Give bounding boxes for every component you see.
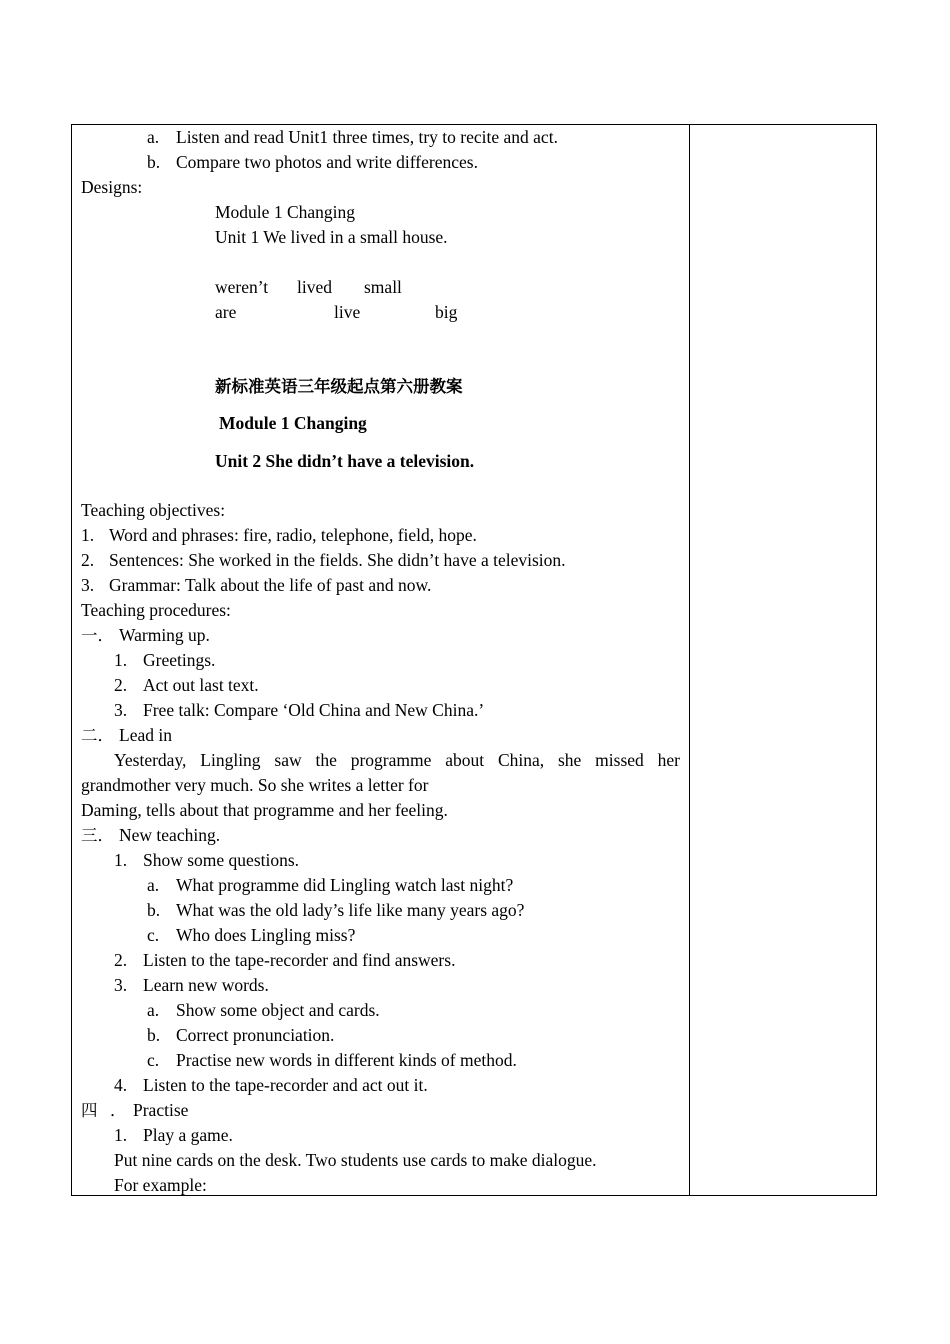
list-marker: b. (147, 152, 161, 172)
list-marker: 1. (114, 850, 128, 870)
designs-label: Designs: (81, 177, 143, 197)
section-title: New teaching. (119, 825, 221, 845)
warm-item: Greetings. (143, 650, 216, 670)
word-lived: lived (297, 277, 332, 297)
list-marker: a. (147, 127, 160, 147)
chinese-title: 新标准英语三年级起点第六册教案 (215, 377, 463, 396)
list-marker: 2. (114, 950, 128, 970)
step-item: Listen to the tape-recorder and find answers. (143, 950, 456, 970)
list-marker: c. (147, 1050, 160, 1070)
list-marker: b. (147, 900, 161, 920)
list-marker: 3. (81, 575, 95, 595)
lead-paragraph-line: Daming, tells about that programme and her feeling. (81, 800, 448, 820)
list-marker: a. (147, 875, 160, 895)
list-marker: 1. (114, 650, 128, 670)
word-small: small (364, 277, 402, 297)
word-activity-item: Correct pronunciation. (176, 1025, 335, 1045)
list-marker: 3. (114, 975, 128, 995)
practise-paragraph-line: For example: (114, 1175, 207, 1195)
homework-item: Compare two photos and write differences. (176, 152, 478, 172)
objective-item: Word and phrases: fire, radio, telephone, field, hope. (109, 525, 477, 545)
section-title: Practise (133, 1100, 189, 1120)
section-marker-dot: ． (110, 1101, 127, 1120)
list-marker: 4. (114, 1075, 128, 1095)
objective-item: Grammar: Talk about the life of past and now. (109, 575, 432, 595)
list-marker: c. (147, 925, 160, 945)
section-title: Warming up. (119, 625, 210, 645)
homework-item: Listen and read Unit1 three times, try to recite and act. (176, 127, 558, 147)
word-activity-item: Show some object and cards. (176, 1000, 380, 1020)
word-are: are (215, 302, 237, 322)
lead-paragraph-line: Yesterday, Lingling saw the programme about China, she missed her (114, 750, 680, 770)
step-item: Play a game. (143, 1125, 233, 1145)
step-item: Learn new words. (143, 975, 269, 995)
list-marker: b. (147, 1025, 161, 1045)
designs-unit: Unit 1 We lived in a small house. (215, 227, 448, 247)
list-marker: 2. (114, 675, 128, 695)
step-item: Listen to the tape-recorder and act out it. (143, 1075, 428, 1095)
module-heading: Module 1 Changing (219, 413, 367, 433)
question-item: Who does Lingling miss? (176, 925, 356, 945)
word-live: live (334, 302, 361, 322)
procedures-label: Teaching procedures: (81, 600, 231, 620)
list-marker: 3. (114, 700, 128, 720)
list-marker: 2. (81, 550, 95, 570)
objective-item: Sentences: She worked in the fields. She didn’t have a television. (109, 550, 566, 570)
section-marker: 二． (81, 726, 114, 745)
step-item: Show some questions. (143, 850, 300, 870)
section-title: Lead in (119, 725, 172, 745)
question-item: What was the old lady’s life like many years ago? (176, 900, 525, 920)
designs-module: Module 1 Changing (215, 202, 355, 222)
objectives-label: Teaching objectives: (81, 500, 226, 520)
list-marker: a. (147, 1000, 160, 1020)
word-weren-t: weren’t (215, 277, 269, 297)
section-marker: 四 (81, 1101, 98, 1120)
word-activity-item: Practise new words in different kinds of method. (176, 1050, 517, 1070)
warm-item: Act out last text. (143, 675, 259, 695)
warm-item: Free talk: Compare ‘Old China and New China.’ (143, 700, 485, 720)
section-marker: 一． (81, 626, 114, 645)
word-big: big (435, 302, 458, 322)
section-marker: 三． (81, 826, 114, 845)
practise-paragraph-line: Put nine cards on the desk. Two students use cards to make dialogue. (114, 1150, 597, 1170)
list-marker: 1. (81, 525, 95, 545)
list-marker: 1. (114, 1125, 128, 1145)
lead-paragraph-line: grandmother very much. So she writes a letter for (81, 775, 429, 795)
unit-heading: Unit 2 She didn’t have a television. (215, 451, 475, 471)
table-column-divider (689, 124, 690, 1196)
question-item: What programme did Lingling watch last night? (176, 875, 514, 895)
